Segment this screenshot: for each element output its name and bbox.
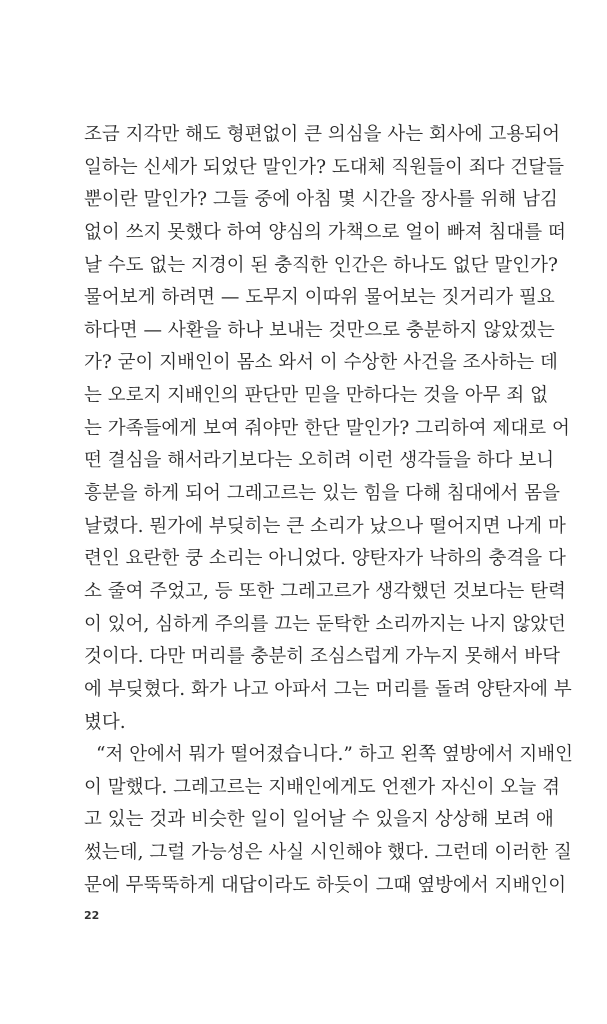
text-line: 가? 굳이 지배인이 몸소 와서 이 수상한 사건을 조사하는 데 <box>84 352 558 374</box>
text-line: 는 오로지 지배인의 판단만 믿을 만하다는 것을 아무 죄 없 <box>84 385 548 407</box>
text-line: 고 있는 것과 비슷한 일이 일어날 수 있을지 상상해 보려 애 <box>84 809 554 831</box>
text-line: 일하는 신세가 되었단 말인가? 도대체 직원들이 죄다 건달들 <box>84 156 564 178</box>
text-line: 련인 요란한 쿵 소리는 아니었다. 양탄자가 낙하의 충격을 다 <box>84 548 566 570</box>
text-line: 떤 결심을 해서라기보다는 오히려 이런 생각들을 하다 보니 <box>84 450 555 472</box>
text-line: 뿐이란 말인가? 그들 중에 아침 몇 시간을 장사를 위해 남김 <box>84 189 558 211</box>
text-line: 문에 무뚝뚝하게 대답이라도 하듯이 그때 옆방에서 지배인이 <box>84 874 567 896</box>
text-line: 소 줄여 주었고, 등 또한 그레고르가 생각했던 것보다는 탄력 <box>84 580 566 602</box>
text-line: 조금 지각만 해도 형편없이 큰 의심을 사는 회사에 고용되어 <box>84 124 560 145</box>
text-line: 는 가족들에게 보여 줘야만 한단 말인가? 그리하여 제대로 어 <box>84 417 570 439</box>
body-text <box>84 119 573 902</box>
text-line: “저 안에서 뭐가 떨어졌습니다.” 하고 왼쪽 옆방에서 지배인 <box>96 744 573 766</box>
text-line: 없이 쓰지 못했다 하여 양심의 가책으로 얼이 빠져 침대를 떠 <box>84 221 566 243</box>
text-line: 볐다. <box>84 711 126 733</box>
text-line: 썼는데, 그럴 가능성은 사실 시인해야 했다. 그런데 이러한 질 <box>84 842 572 864</box>
text-line: 이 말했다. 그레고르는 지배인에게도 언젠가 자신이 오늘 겪 <box>84 776 560 798</box>
text-line: 하다면 — 사환을 하나 보내는 것만으로 충분하지 않았겠는 <box>84 319 555 341</box>
text-line: 에 부딪혔다. 화가 나고 아파서 그는 머리를 돌려 양탄자에 부 <box>84 678 572 700</box>
text-line: 날 수도 없는 지경이 된 충직한 인간은 하나도 없단 말인가? <box>84 254 558 276</box>
text-line: 것이다. 다만 머리를 충분히 조심스럽게 가누지 못해서 바닥 <box>84 646 560 668</box>
page-number: 22 <box>84 909 100 922</box>
text-line: 물어보게 하려면 — 도무지 이따위 물어보는 짓거리가 필요 <box>84 287 555 309</box>
text-line: 날렸다. 뭔가에 부딪히는 큰 소리가 났으나 떨어지면 나게 마 <box>84 515 566 537</box>
text-line: 흥분을 하게 되어 그레고르는 있는 힘을 다해 침대에서 몸을 <box>84 483 560 505</box>
text-line: 이 있어, 심하게 주의를 끄는 둔탁한 소리까지는 나지 않았던 <box>84 613 566 635</box>
